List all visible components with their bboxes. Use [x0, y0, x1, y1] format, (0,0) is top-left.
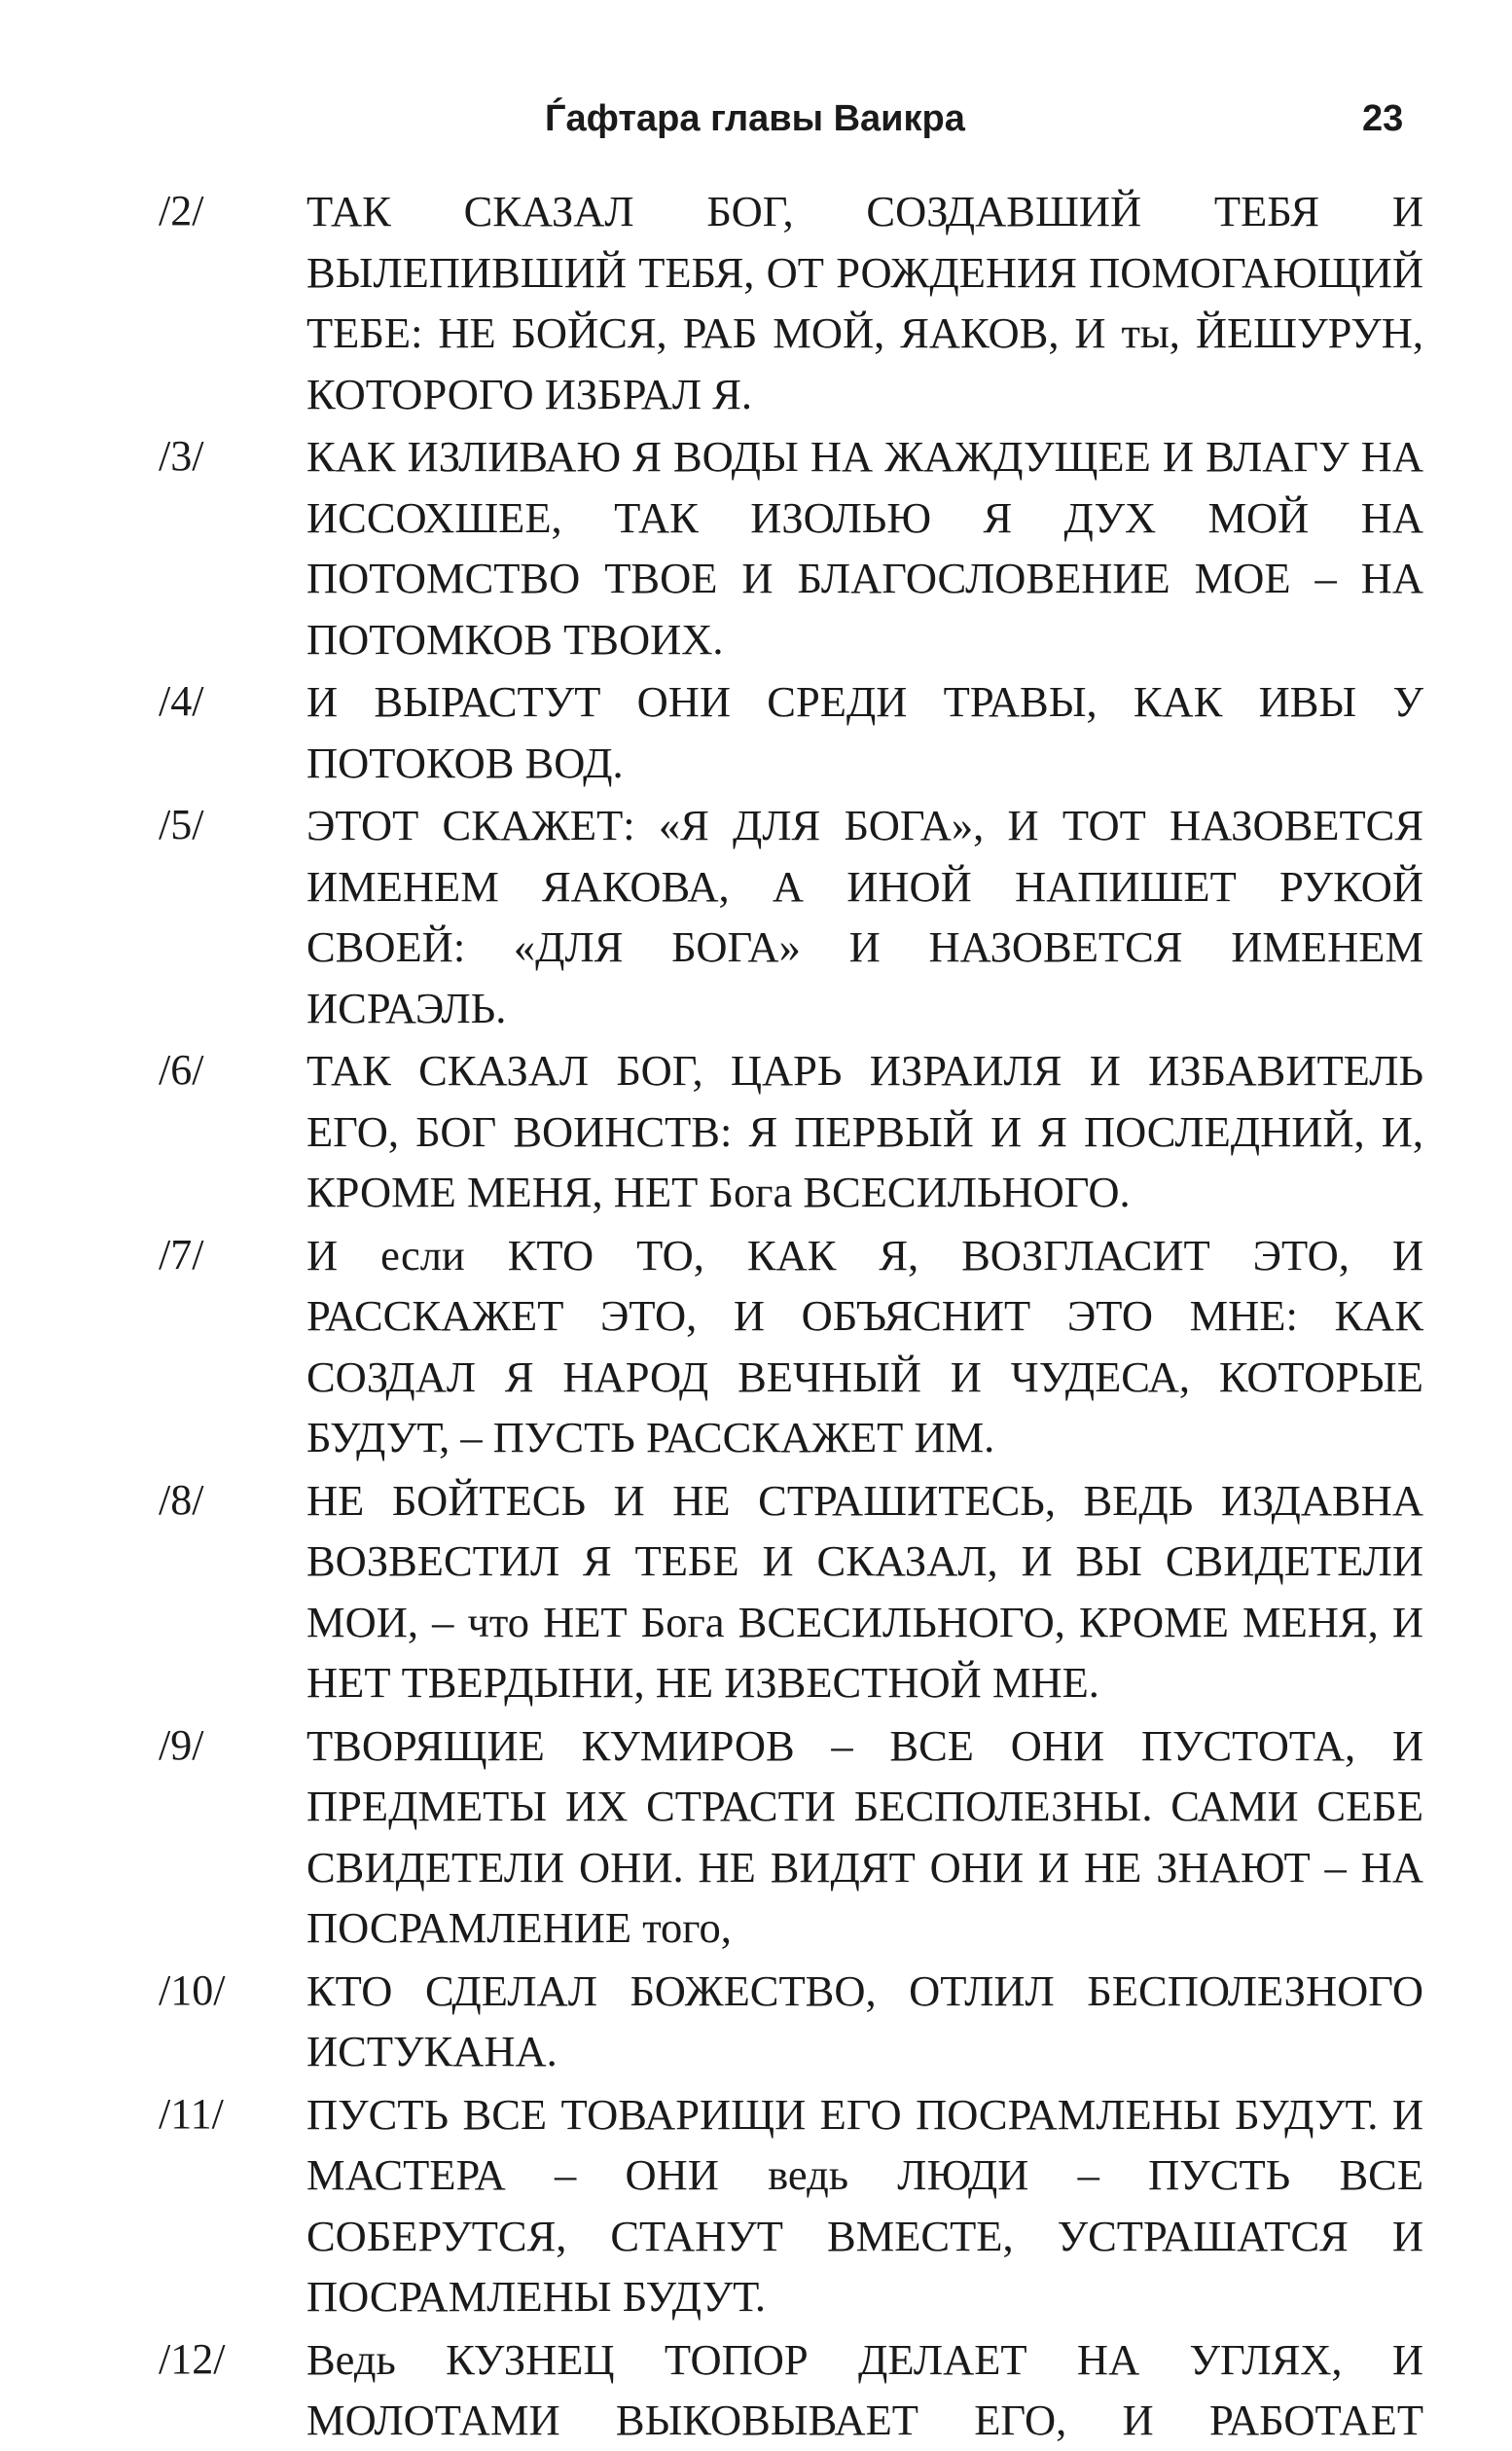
verse: [0, 1225, 1512, 1468]
verse-number: /8/: [159, 1475, 204, 1524]
running-title: Ѓафтара главы Ваикра: [545, 98, 965, 139]
verse-text: ТВОРЯЩИЕ КУМИРОВ – ВСЕ ОНИ ПУСТОТА, И ПРЕДМЕТЫ ИХ СТРАСТИ БЕСПОЛЕЗНЫ. САМИ СЕБЕ СВИДЕТЕЛИ ОНИ. НЕ ВИДЯТ ОНИ И НЕ ЗНАЮТ – НА ПОСРАМЛЕНИЕ того,: [306, 1720, 1423, 1952]
running-head: [0, 90, 1512, 148]
verse-number: /7/: [159, 1230, 204, 1279]
verse: [0, 1961, 1512, 2082]
verse: [0, 2329, 1512, 2451]
verse: [0, 426, 1512, 669]
verse-text: НЕ БОЙТЕСЬ И НЕ СТРАШИТЕСЬ, ВЕДЬ ИЗДАВНА ВОЗВЕСТИЛ Я ТЕБЕ И СКАЗАЛ, И ВЫ СВИДЕТЕЛИ МОИ, – что НЕТ Бога ВСЕСИЛЬНОГО, КРОМЕ МЕНЯ, И НЕТ ТВЕРДЫНИ, НЕ ИЗВЕСТНОЙ МНЕ.: [306, 1475, 1423, 1707]
verse-text: И ВЫРАСТУТ ОНИ СРЕДИ ТРАВЫ, КАК ИВЫ У ПОТОКОВ ВОД.: [306, 677, 1423, 787]
verse-number: /4/: [159, 677, 204, 725]
verse: [0, 1040, 1512, 1223]
verse: [0, 1715, 1512, 1959]
verse-number: /3/: [159, 432, 204, 480]
verse-number: /10/: [159, 1965, 226, 2014]
verse-number: /12/: [159, 2334, 226, 2383]
page-number: 23: [1362, 98, 1404, 139]
verse-number: /5/: [159, 801, 204, 848]
verse: [0, 795, 1512, 1038]
verse-text: ТАК СКАЗАЛ БОГ, ЦАРЬ ИЗРАИЛЯ И ИЗБАВИТЕЛЬ ЕГО, БОГ ВОИНСТВ: Я ПЕРВЫЙ И Я ПОСЛЕДНИЙ, И, КРОМЕ МЕНЯ, НЕТ Бога ВСЕСИЛЬНОГО.: [306, 1046, 1423, 1216]
verse: [0, 181, 1512, 424]
verse-text: Ведь КУЗНЕЦ ТОПОР ДЕЛАЕТ НА УГЛЯХ, И МОЛОТАМИ ВЫКОВЫВАЕТ ЕГО, И РАБОТАЕТ: [306, 2334, 1423, 2444]
verse-text: ТАК СКАЗАЛ БОГ, СОЗДАВШИЙ ТЕБЯ И ВЫЛЕПИВШИЙ ТЕБЯ, ОТ РОЖДЕНИЯ ПОМОГАЮЩИЙ ТЕБЕ: НЕ БОЙСЯ, РАБ МОЙ, ЯАКОВ, И ты, ЙЕШУРУН, КОТОРОГО ИЗБРАЛ Я.: [306, 187, 1423, 418]
verse: [0, 1470, 1512, 1713]
verse-text: КАК ИЗЛИВАЮ Я ВОДЫ НА ЖАЖДУЩЕЕ И ВЛАГУ НА ИССОХШЕЕ, ТАК ИЗОЛЬЮ Я ДУХ МОЙ НА ПОТОМСТВО ТВОЕ И БЛАГОСЛОВЕНИЕ МОЕ – НА ПОТОМКОВ ТВОИХ.: [306, 432, 1423, 664]
verse-text: ЭТОТ СКАЖЕТ: «Я ДЛЯ БОГА», И ТОТ НАЗОВЕТСЯ ИМЕНЕМ ЯАКОВА, А ИНОЙ НАПИШЕТ РУКОЙ СВОЕЙ: «ДЛЯ БОГА» И НАЗОВЕТСЯ ИМЕНЕМ ИСРАЭЛЬ.: [306, 801, 1423, 1032]
verse-number: /2/: [159, 187, 204, 234]
verse-number: /9/: [159, 1720, 204, 1769]
verse-number: /6/: [159, 1046, 204, 1094]
verse-text: ПУСТЬ ВСЕ ТОВАРИЩИ ЕГО ПОСРАМЛЕНЫ БУДУТ. И МАСТЕРА – ОНИ ведь ЛЮДИ – ПУСТЬ ВСЕ СОБЕРУТСЯ, СТАНУТ ВМЕСТЕ, УСТРАШАТСЯ И ПОСРАМЛЕНЫ БУДУТ.: [306, 2089, 1423, 2321]
verse: [0, 671, 1512, 793]
verse-number: /11/: [159, 2089, 224, 2138]
verse-text: И если КТО ТО, КАК Я, ВОЗГЛАСИТ ЭТО, И РАССКАЖЕТ ЭТО, И ОБЪЯСНИТ ЭТО МНЕ: КАК СОЗДАЛ Я НАРОД ВЕЧНЫЙ И ЧУДЕСА, КОТОРЫЕ БУДУТ, – ПУСТЬ РАССКАЖЕТ ИМ.: [306, 1230, 1423, 1461]
verse-list: [0, 181, 1512, 2451]
verse-text: КТО СДЕЛАЛ БОЖЕСТВО, ОТЛИЛ БЕСПОЛЕЗНОГО ИСТУКАНА.: [306, 1965, 1423, 2075]
verse: [0, 2084, 1512, 2327]
